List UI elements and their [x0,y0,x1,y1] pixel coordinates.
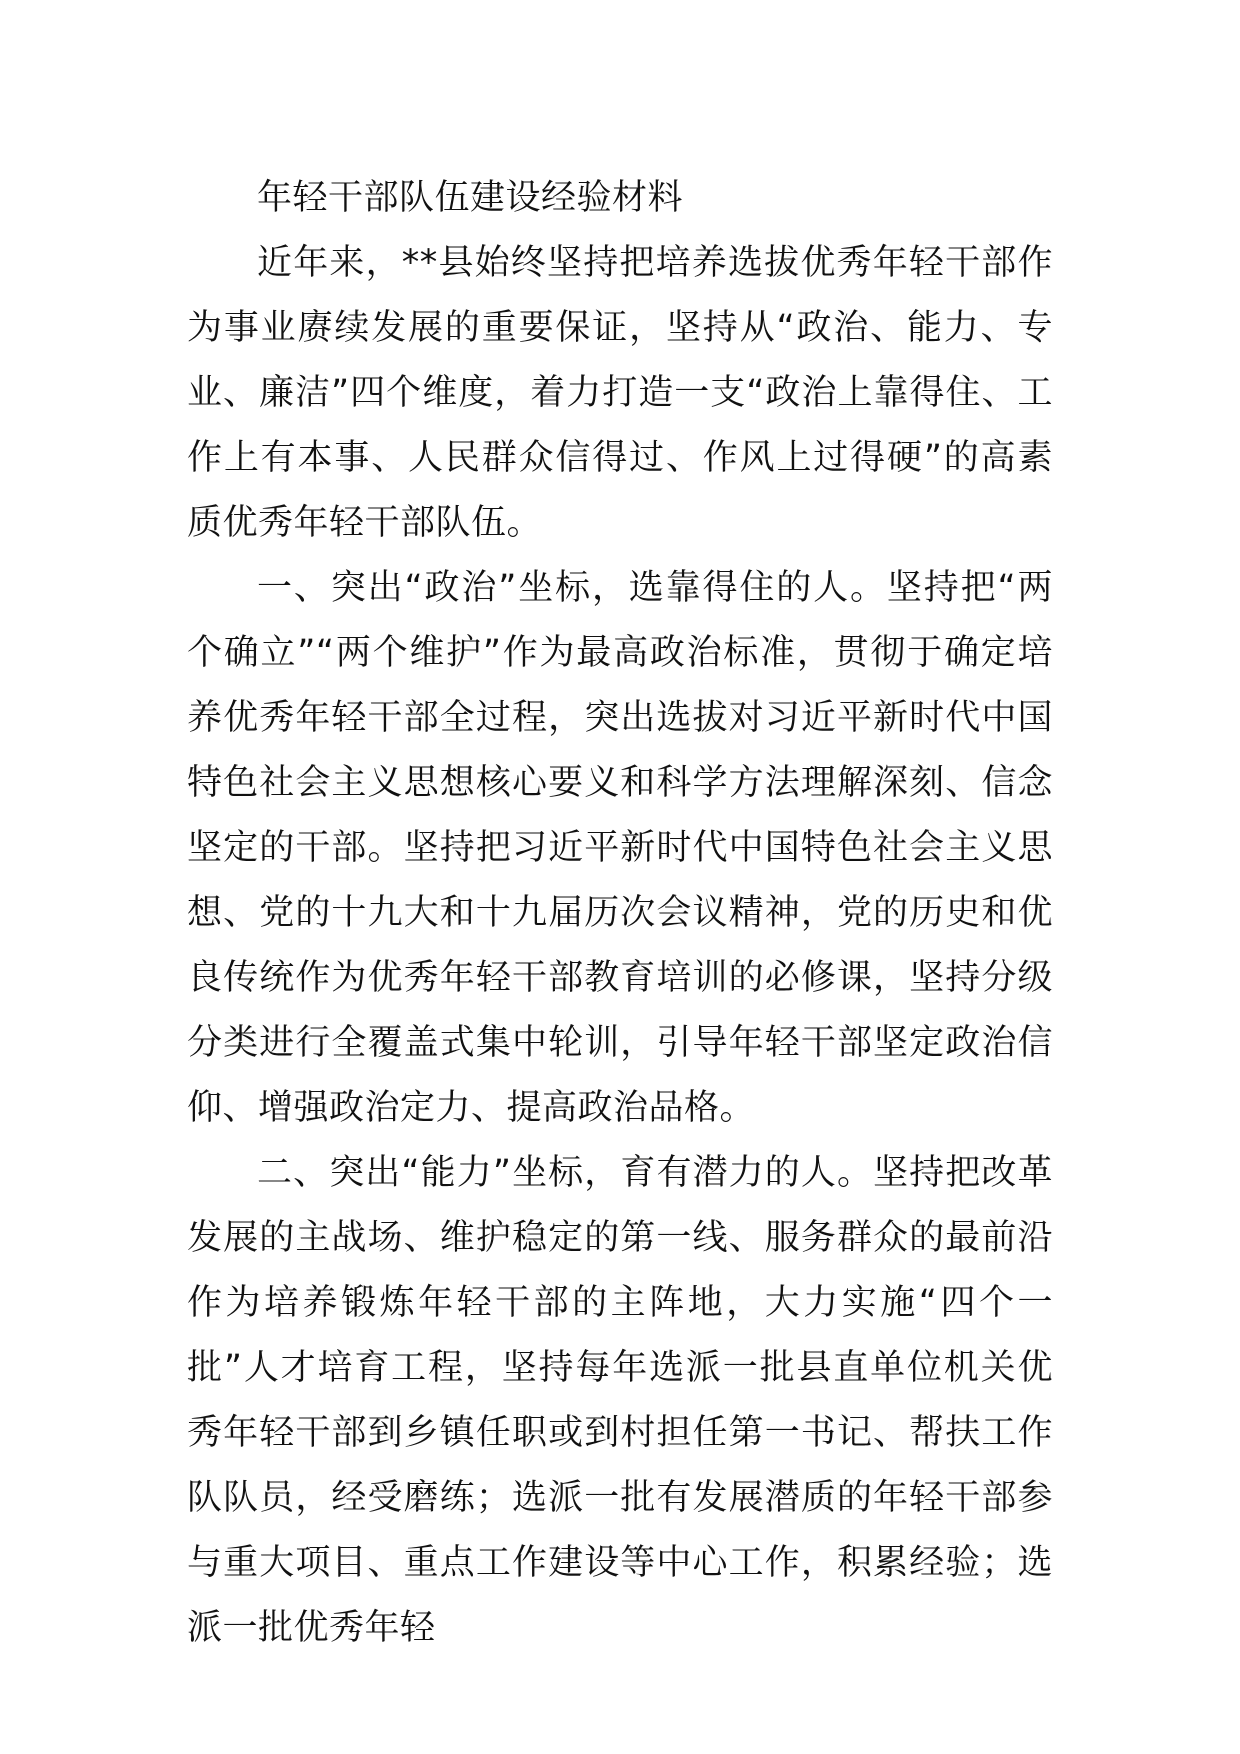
paragraph-section-2: 二、突出“能力”坐标，育有潜力的人。坚持把改革发展的主战场、维护稳定的第一线、服务群众的最前沿作为培养锻炼年轻干部的主阵地，大力实施“四个一批”人才培育工程，坚持每年选派一批县直单位机关优秀年轻干部到乡镇任职或到村担任第一书记、帮扶工作队队员，经受磨练；选派一批有发展潜质的年轻干部参与重大项目、重点工作建设等中心工作，积累经验；选派一批优秀年轻 [187,1153,1053,1648]
document-body [187,166,1053,1661]
paragraph-intro: 近年来，**县始终坚持把培养选拔优秀年轻干部作为事业赓续发展的重要保证，坚持从“政治、能力、专业、廉洁”四个维度，着力打造一支“政治上靠得住、工作上有本事、人民群众信得过、作风上过得硬”的高素质优秀年轻干部队伍。 [187,243,1053,543]
document-title: 年轻干部队伍建设经验材料 [257,178,684,218]
paragraph-section-1: 一、突出“政治”坐标，选靠得住的人。坚持把“两个确立”“两个维护”作为最高政治标准，贯彻于确定培养优秀年轻干部全过程，突出选拔对习近平新时代中国特色社会主义思想核心要义和科学方法理解深刻、信念坚定的干部。坚持把习近平新时代中国特色社会主义思想、党的十九大和十九届历次会议精神，党的历史和优良传统作为优秀年轻干部教育培训的必修课，坚持分级分类进行全覆盖式集中轮训，引导年轻干部坚定政治信仰、增强政治定力、提高政治品格。 [187,568,1053,1128]
